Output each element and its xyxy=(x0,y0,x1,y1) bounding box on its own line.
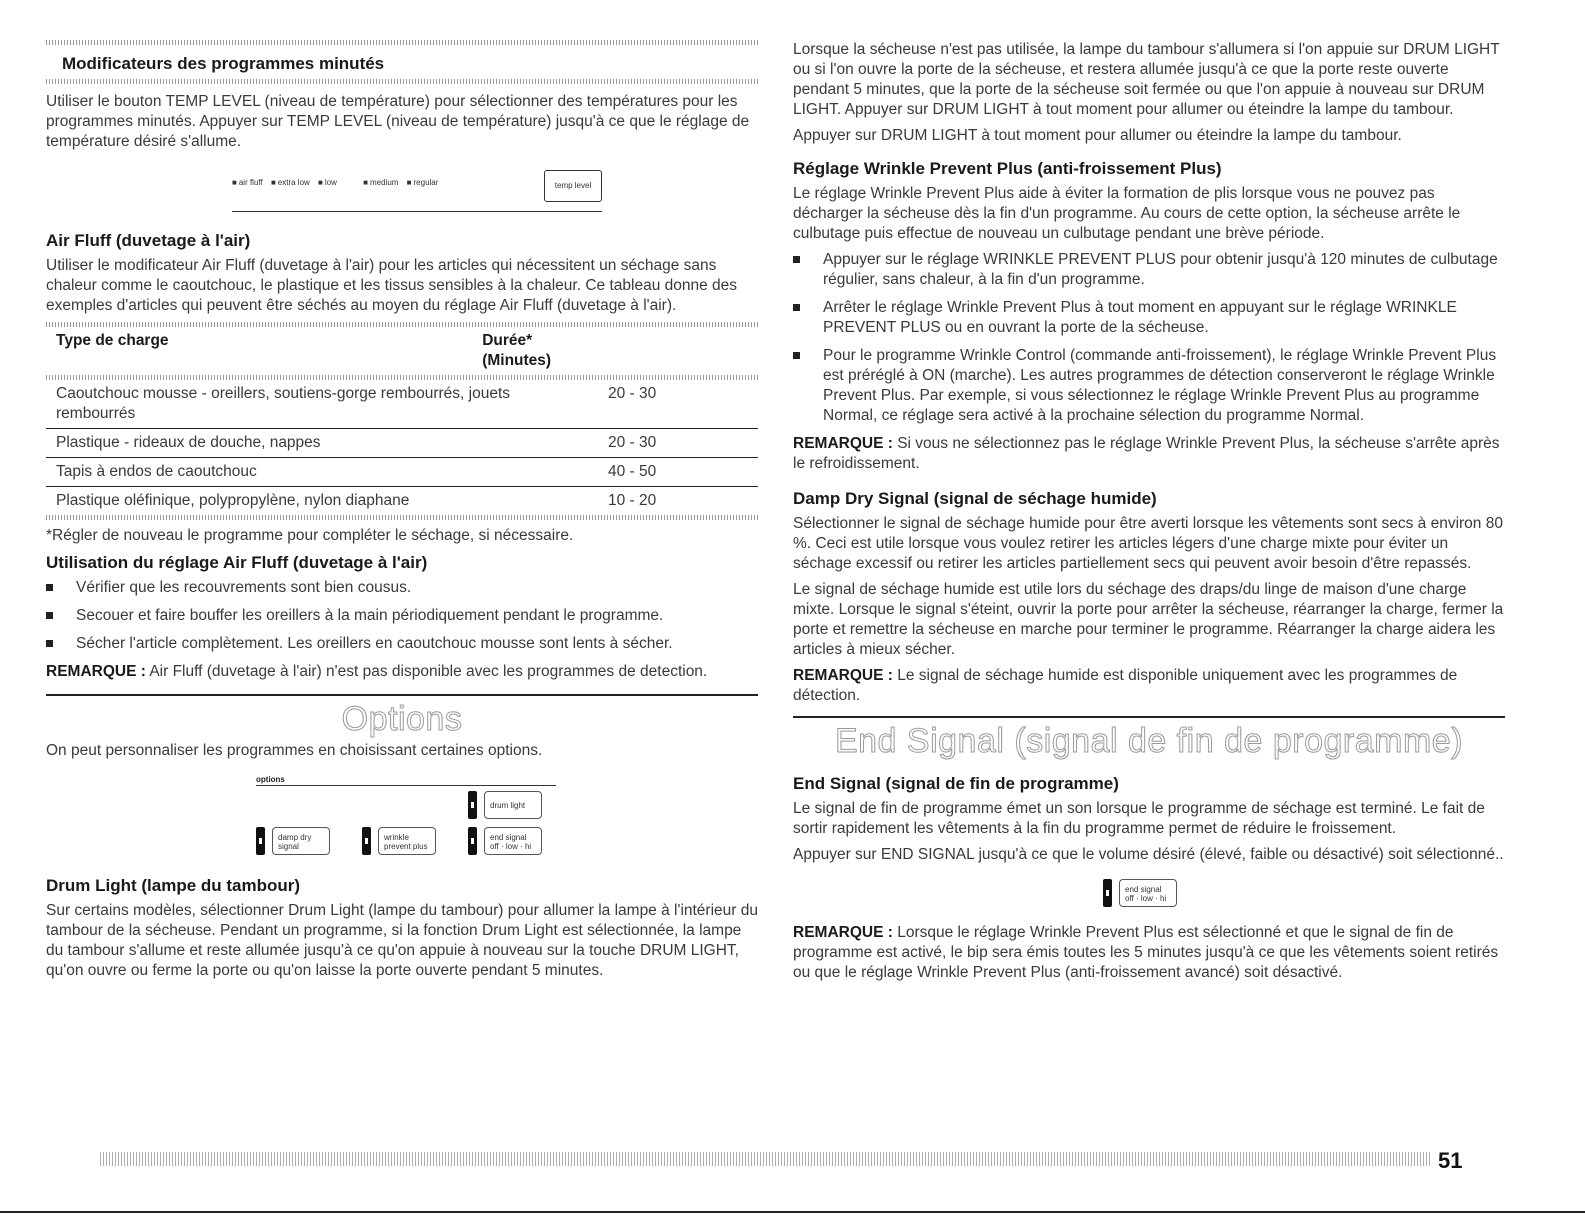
table-row xyxy=(46,429,758,458)
hatch-divider xyxy=(46,79,758,84)
load-type-table xyxy=(46,327,758,375)
table-cell-type: Caoutchouc mousse - oreillers, soutiens-gorge rembourrés, jouets rembourrés xyxy=(46,380,598,429)
table-row xyxy=(46,458,758,487)
wrinkle-label xyxy=(378,827,436,855)
remark-label: REMARQUE : xyxy=(793,667,893,684)
end-signal-text-2: Appuyer sur END SIGNAL jusqu'à ce que le volume désiré (élevé, faible ou désactivé) soit sélectionné.. xyxy=(793,846,1504,863)
temp-option-extra-low: ■ extra low xyxy=(271,178,310,187)
end-signal-text-1: Le signal de fin de programme émet un son lorsque le programme de séchage est terminé. Le fait de sortir rapidement les vêtements à la fin du programme permet de réduire le froissement. xyxy=(793,800,1485,837)
usage-list xyxy=(46,578,758,654)
drum-light-text: Sur certains modèles, sélectionner Drum Light (lampe du tambour) pour allumer la lampe à l'intérieur du tambour de la sécheuse. Pendant un programme, si la fonction Drum Light est sélectionnée, la lampe du tambour s'allume et reste allumée jusqu'à ce qu'on appuie à nouveau sur la touche DRUM LIGHT, qu'on ouvre ou ferme la porte ou qu'on laisse la porte ouverte pendant 5 minutes. xyxy=(46,902,758,979)
remark-text: Le signal de séchage humide est disponible uniquement avec les programmes de détection. xyxy=(793,667,1458,704)
temp-level-options xyxy=(232,178,444,187)
table-cell-duration: 40 - 50 xyxy=(598,458,758,487)
end-signal-heading: End Signal (signal de fin de programme) xyxy=(834,722,1464,760)
air-fluff-text: Utiliser le modificateur Air Fluff (duvetage à l'air) pour les articles qui nécessitent un séchage sans chaleur comme le caoutchouc, le plastique et les tissus sensibles à la chaleur. Ce tableau donne des exemples d'articles qui peuvent être séchés au moyen du réglage Air Fluff (duvetage à l'air). xyxy=(46,257,738,314)
list-item: Appuyer sur le réglage WRINKLE PREVENT PLUS pour obtenir jusqu'à 120 minutes de culbutage régulier, sans chaleur, à la fin d'un programme. xyxy=(793,250,1505,290)
remark-text: Lorsque le réglage Wrinkle Prevent Plus est sélectionné et que le signal de fin de programme est activé, le bip sera émis toutes les 5 minutes jusqu'à ce que les vêtements soient retirés ou que le réglage Wrinkle Prevent Plus (anti-froissement avancé) soit désactivé. xyxy=(793,924,1499,981)
remark-wrinkle xyxy=(793,434,1505,474)
section-title-air-fluff: Air Fluff (duvetage à l'air) xyxy=(46,231,251,250)
section-rule xyxy=(793,716,1505,718)
wrinkle-text-2: prevent plus xyxy=(384,842,428,851)
list-item: Arrêter le réglage Wrinkle Prevent Plus à tout moment en appuyant sur le réglage WRINKLE PREVENT PLUS ou en ouvrant la porte de la sécheuse. xyxy=(793,298,1505,338)
list-item: Sécher l'article complètement. Les oreillers en caoutchouc mousse sont lents à sécher. xyxy=(46,634,758,654)
section-title-timed-modifiers: Modificateurs des programmes minutés xyxy=(62,54,385,73)
remark-text: Si vous ne sélectionnez pas le réglage Wrinkle Prevent Plus, la sécheuse s'arrête après le refroidissement. xyxy=(793,435,1500,472)
duration-header-line1: Durée* xyxy=(482,332,533,349)
damp-dry-signal-button[interactable] xyxy=(256,825,344,859)
options-panel xyxy=(256,775,556,867)
wrinkle-text-1: wrinkle xyxy=(384,833,409,842)
drum-light-text: drum light xyxy=(490,801,526,810)
indicator-led-icon xyxy=(468,791,477,819)
wrinkle-prevent-text: Le réglage Wrinkle Prevent Plus aide à éviter la formation de plis lorsque vous ne pouvez pas décharger la sécheuse dès la fin d'un programme. Au cours de cette option, la sécheuse arrête le culbutage puis effectue de nouveau un culbutage pendant une brève période. xyxy=(793,185,1461,242)
end-signal-label xyxy=(484,827,542,855)
table-cell-duration: 20 - 30 xyxy=(598,429,758,458)
table-row xyxy=(46,487,758,516)
remark-label: REMARQUE : xyxy=(793,924,893,941)
load-type-table-body xyxy=(46,380,758,515)
end-signal-label xyxy=(1119,879,1177,907)
end-signal-button-text-1: end signal xyxy=(1125,885,1162,894)
drum-light-text-3: Appuyer sur DRUM LIGHT à tout moment pour allumer ou éteindre la lampe du tambour. xyxy=(793,127,1402,144)
temp-option-medium: ■ medium xyxy=(363,178,398,187)
section-title-air-fluff-usage: Utilisation du réglage Air Fluff (duvetage à l'air) xyxy=(46,553,428,572)
section-title-wrinkle-prevent: Réglage Wrinkle Prevent Plus (anti-froissement Plus) xyxy=(793,159,1222,178)
end-signal-button-text-2: off · low · hi xyxy=(1125,894,1167,903)
end-signal-text-2: off · low · hi xyxy=(490,842,532,851)
end-signal-panel xyxy=(793,873,1505,919)
remark-damp-dry xyxy=(793,666,1505,706)
list-item: Vérifier que les recouvrements sont bien cousus. xyxy=(46,578,758,598)
options-text: On peut personnaliser les programmes en choisissant certaines options. xyxy=(46,742,543,759)
temp-option-regular: ■ regular xyxy=(407,178,439,187)
section-title-drum-light: Drum Light (lampe du tambour) xyxy=(46,876,301,895)
indicator-led-icon xyxy=(468,827,477,855)
damp-dry-text-2: Le signal de séchage humide est utile lors du séchage des draps/du linge de maison d'une charge mixte. Lorsque le signal s'éteint, ouvrir la porte pour arrêter la sécheuse, réarranger la charge, fermer la porte et remettre la sécheuse en marche pour terminer le programme. Réarranger la charge aidera les articles à mieux sécher. xyxy=(793,581,1504,658)
section-title-damp-dry: Damp Dry Signal (signal de séchage humide) xyxy=(793,489,1157,508)
table-header-row xyxy=(46,327,758,375)
indicator-led-icon xyxy=(1103,879,1112,907)
end-signal-text-1: end signal xyxy=(490,833,527,842)
temp-level-panel xyxy=(232,170,612,212)
end-signal-button[interactable] xyxy=(1103,877,1191,911)
drum-light-button[interactable] xyxy=(468,789,556,823)
table-footnote: *Régler de nouveau le programme pour compléter le séchage, si nécessaire. xyxy=(46,527,574,544)
remark-label: REMARQUE : xyxy=(46,663,146,680)
damp-dry-label xyxy=(272,827,330,855)
remark-air-fluff xyxy=(46,662,758,682)
page-number: 51 xyxy=(1438,1148,1463,1173)
bottom-rule xyxy=(0,1211,1585,1213)
drum-light-text-2: Lorsque la sécheuse n'est pas utilisée, la lampe du tambour s'allumera si l'on appuie sur DRUM LIGHT ou si l'on ouvre la porte de la sécheuse, et restera allumée jusqu'à ce que la porte reste ouverte pendant 5 minutes, que la porte de la sécheuse soit fermée ou que l'on appuie à nouveau sur DRUM LIGHT. Appuyer sur DRUM LIGHT à tout moment pour allumer ou éteindre la lampe du tambour. xyxy=(793,41,1500,118)
hatch-divider xyxy=(46,515,758,520)
damp-dry-text-2: signal xyxy=(278,842,299,851)
list-item: Secouer et faire bouffer les oreillers à la main périodiquement pendant le programme. xyxy=(46,606,758,626)
table-cell-type: Tapis à endos de caoutchouc xyxy=(46,458,598,487)
wrinkle-prevent-plus-button[interactable] xyxy=(362,825,450,859)
footer-hatch xyxy=(100,1152,1430,1166)
left-column xyxy=(46,40,758,987)
temp-level-button[interactable]: temp level xyxy=(544,170,602,202)
section-rule xyxy=(46,694,758,696)
table-header-duration xyxy=(472,327,758,375)
end-signal-button[interactable] xyxy=(468,825,556,859)
options-panel-line xyxy=(256,785,556,786)
damp-dry-text-1: damp dry xyxy=(278,833,312,842)
temp-option-low: ■ low xyxy=(318,178,337,187)
table-row xyxy=(46,380,758,429)
temp-option-air-fluff: ■ air fluff xyxy=(232,178,263,187)
remark-label: REMARQUE : xyxy=(793,435,893,452)
options-panel-label: options xyxy=(256,775,285,784)
right-column xyxy=(793,40,1505,989)
damp-dry-text-1: Sélectionner le signal de séchage humide pour être averti lorsque les vêtements sont secs à environ 80 %. Ceci est utile lorsque vous voulez retirer les articles légers d'une charge mixte pour éviter un séchage excessif ou retirer les articles partiellement secs qui peuvent avoir besoin d'être repassés. xyxy=(793,515,1503,572)
duration-header-line2: (Minutes) xyxy=(482,352,552,369)
table-cell-type: Plastique oléfinique, polypropylène, nylon diaphane xyxy=(56,492,410,509)
options-heading: Options xyxy=(341,700,463,738)
table-cell-duration: 20 - 30 xyxy=(598,380,758,429)
indicator-led-icon xyxy=(362,827,371,855)
remark-end-signal xyxy=(793,923,1505,983)
drum-light-label xyxy=(484,791,542,819)
remark-text: Air Fluff (duvetage à l'air) n'est pas disponible avec les programmes de detection. xyxy=(145,663,708,680)
timed-modifiers-text: Utiliser le bouton TEMP LEVEL (niveau de température) pour sélectionner des températures pour les programmes minutés. Appuyer sur TEMP LEVEL (niveau de température) jusqu'à ce que le réglage de température désiré s'allume. xyxy=(46,93,750,150)
indicator-led-icon xyxy=(256,827,265,855)
wrinkle-list xyxy=(793,250,1505,426)
table-header-type: Type de charge xyxy=(56,332,169,349)
panel-underline xyxy=(232,211,602,212)
table-cell-duration: 10 - 20 xyxy=(608,492,657,509)
table-cell-type: Plastique - rideaux de douche, nappes xyxy=(46,429,598,458)
list-item: Pour le programme Wrinkle Control (commande anti-froissement), le réglage Wrinkle Prevent Plus est préréglé à ON (marche). Les autres programmes de détection conserveront le réglage Wrinkle Prevent Plus. Par exemple, si vous sélectionnez le réglage Wrinkle Prevent Plus au programme Normal, ce réglage sera activé à la prochaine sélection du programme Normal. xyxy=(793,346,1505,426)
section-title-end-signal: End Signal (signal de fin de programme) xyxy=(793,774,1119,793)
